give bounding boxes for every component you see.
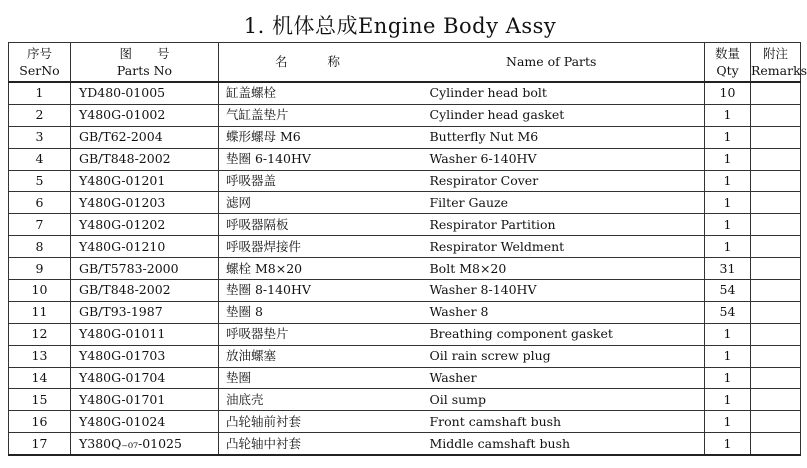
header-parts-no-en: Parts No <box>116 63 173 78</box>
cell-name-en: Breathing component gasket <box>429 323 705 345</box>
cell-parts-no: GB/T62-2004 <box>71 126 219 148</box>
cell-remarks <box>751 104 801 126</box>
cell-name-en: Washer <box>429 367 705 389</box>
cell-name-en: Washer 6-140HV <box>429 148 705 170</box>
cell-name-cn: 凸轮轴前衬套 <box>219 411 429 433</box>
header-qty-en: Qty <box>716 63 739 78</box>
cell-parts-no: Y480G-01701 <box>71 389 219 411</box>
cell-qty: 10 <box>705 82 751 104</box>
cell-parts-no: Y480G-01203 <box>71 192 219 214</box>
header-serno-cn: 序号 <box>26 46 52 61</box>
cell-parts-no: GB/T93-1987 <box>71 301 219 323</box>
cell-name-cn: 油底壳 <box>219 389 429 411</box>
page-title: 1. 机体总成Engine Body Assy <box>243 14 557 38</box>
cell-qty: 1 <box>705 170 751 192</box>
header-qty <box>705 43 751 83</box>
cell-remarks <box>751 389 801 411</box>
cell-serno: 1 <box>9 82 71 104</box>
cell-serno: 10 <box>9 280 71 302</box>
cell-serno: 14 <box>9 367 71 389</box>
cell-name-en: Butterfly Nut M6 <box>429 126 705 148</box>
table-header-row <box>9 43 801 83</box>
table-row <box>9 258 801 280</box>
cell-parts-no: Y380Q₋₀₇-01025 <box>71 433 219 455</box>
header-serno-en: SerNo <box>19 63 60 78</box>
cell-serno: 3 <box>9 126 71 148</box>
cell-parts-no: Y480G-01201 <box>71 170 219 192</box>
cell-serno: 17 <box>9 433 71 455</box>
cell-serno: 12 <box>9 323 71 345</box>
cell-qty: 1 <box>705 214 751 236</box>
cell-remarks <box>751 192 801 214</box>
header-remarks-cn: 附注 <box>762 46 788 61</box>
cell-name-en: Cylinder head bolt <box>429 82 705 104</box>
cell-remarks <box>751 236 801 258</box>
cell-name-cn: 垫圈 6-140HV <box>219 148 429 170</box>
cell-name-cn: 蝶形螺母 M6 <box>219 126 429 148</box>
table-row <box>9 367 801 389</box>
cell-qty: 31 <box>705 258 751 280</box>
header-qty-cn: 数量 <box>714 46 740 61</box>
cell-name-cn: 凸轮轴中衬套 <box>219 433 429 455</box>
cell-name-en: Middle camshaft bush <box>429 433 705 455</box>
cell-serno: 15 <box>9 389 71 411</box>
cell-name-en: Respirator Weldment <box>429 236 705 258</box>
cell-name-cn: 呼吸器焊接件 <box>219 236 429 258</box>
cell-remarks <box>751 82 801 104</box>
cell-name-cn: 垫圈 8 <box>219 301 429 323</box>
cell-remarks <box>751 170 801 192</box>
cell-parts-no: GB/T848-2002 <box>71 148 219 170</box>
table-row <box>9 214 801 236</box>
table-row <box>9 192 801 214</box>
cell-qty: 1 <box>705 345 751 367</box>
cell-name-en: Washer 8-140HV <box>429 280 705 302</box>
cell-name-en: Filter Gauze <box>429 192 705 214</box>
cell-serno: 4 <box>9 148 71 170</box>
cell-name-en: Respirator Cover <box>429 170 705 192</box>
cell-qty: 54 <box>705 301 751 323</box>
cell-name-en: Oil sump <box>429 389 705 411</box>
header-name-cn: 名称 <box>275 54 381 69</box>
header-remarks-en: Remarks <box>751 63 807 78</box>
header-serno <box>9 43 71 83</box>
table-row <box>9 236 801 258</box>
table-row <box>9 280 801 302</box>
cell-serno: 2 <box>9 104 71 126</box>
cell-qty: 1 <box>705 367 751 389</box>
header-parts-no-cn: 图 号 <box>119 46 170 61</box>
cell-name-cn: 放油螺塞 <box>219 345 429 367</box>
cell-name-cn: 垫圈 8-140HV <box>219 280 429 302</box>
cell-serno: 8 <box>9 236 71 258</box>
cell-parts-no: Y480G-01011 <box>71 323 219 345</box>
cell-name-cn: 缸盖螺栓 <box>219 82 429 104</box>
cell-remarks <box>751 367 801 389</box>
cell-name-cn: 垫圈 <box>219 367 429 389</box>
cell-name-cn: 呼吸器隔板 <box>219 214 429 236</box>
cell-serno: 16 <box>9 411 71 433</box>
table-row <box>9 411 801 433</box>
cell-parts-no: Y480G-01704 <box>71 367 219 389</box>
cell-qty: 1 <box>705 433 751 455</box>
header-remarks <box>751 43 807 83</box>
table-row <box>9 345 801 367</box>
cell-remarks <box>751 126 801 148</box>
header-name-of-parts <box>219 43 705 83</box>
table-row <box>9 148 801 170</box>
header-parts-no <box>71 43 219 83</box>
cell-name-en: Oil rain screw plug <box>429 345 705 367</box>
cell-qty: 1 <box>705 411 751 433</box>
cell-remarks <box>751 214 801 236</box>
table-row <box>9 301 801 323</box>
cell-qty: 1 <box>705 104 751 126</box>
table-row <box>9 82 801 104</box>
cell-parts-no: Y480G-01202 <box>71 214 219 236</box>
cell-qty: 54 <box>705 280 751 302</box>
table-row <box>9 126 801 148</box>
cell-parts-no: Y480G-01024 <box>71 411 219 433</box>
table-row <box>9 433 801 455</box>
cell-remarks <box>751 148 801 170</box>
cell-parts-no: GB/T848-2002 <box>71 280 219 302</box>
cell-remarks <box>751 258 801 280</box>
parts-table <box>8 42 807 456</box>
cell-name-cn: 呼吸器垫片 <box>219 323 429 345</box>
cell-remarks <box>751 280 801 302</box>
cell-qty: 1 <box>705 148 751 170</box>
cell-name-en: Front camshaft bush <box>429 411 705 433</box>
cell-parts-no: Y480G-01210 <box>71 236 219 258</box>
cell-remarks <box>751 301 801 323</box>
cell-remarks <box>751 323 801 345</box>
cell-qty: 1 <box>705 126 751 148</box>
cell-serno: 7 <box>9 214 71 236</box>
cell-remarks <box>751 411 801 433</box>
cell-qty: 1 <box>705 389 751 411</box>
cell-serno: 11 <box>9 301 71 323</box>
cell-parts-no: Y480G-01002 <box>71 104 219 126</box>
table-row <box>9 104 801 126</box>
cell-qty: 1 <box>705 323 751 345</box>
cell-name-cn: 滤网 <box>219 192 429 214</box>
table-row <box>9 323 801 345</box>
cell-qty: 1 <box>705 236 751 258</box>
cell-serno: 9 <box>9 258 71 280</box>
cell-parts-no: Y480G-01703 <box>71 345 219 367</box>
cell-parts-no: YD480-01005 <box>71 82 219 104</box>
table-row <box>9 389 801 411</box>
cell-serno: 13 <box>9 345 71 367</box>
cell-name-en: Bolt M8×20 <box>429 258 705 280</box>
cell-remarks <box>751 345 801 367</box>
header-name-en: Name of Parts <box>506 54 597 69</box>
table-row <box>9 170 801 192</box>
cell-remarks <box>751 433 801 455</box>
cell-name-en: Washer 8 <box>429 301 705 323</box>
cell-parts-no: GB/T5783-2000 <box>71 258 219 280</box>
cell-qty: 1 <box>705 192 751 214</box>
cell-name-en: Respirator Partition <box>429 214 705 236</box>
cell-name-en: Cylinder head gasket <box>429 104 705 126</box>
cell-serno: 6 <box>9 192 71 214</box>
cell-name-cn: 螺栓 M8×20 <box>219 258 429 280</box>
cell-serno: 5 <box>9 170 71 192</box>
cell-name-cn: 气缸盖垫片 <box>219 104 429 126</box>
cell-name-cn: 呼吸器盖 <box>219 170 429 192</box>
